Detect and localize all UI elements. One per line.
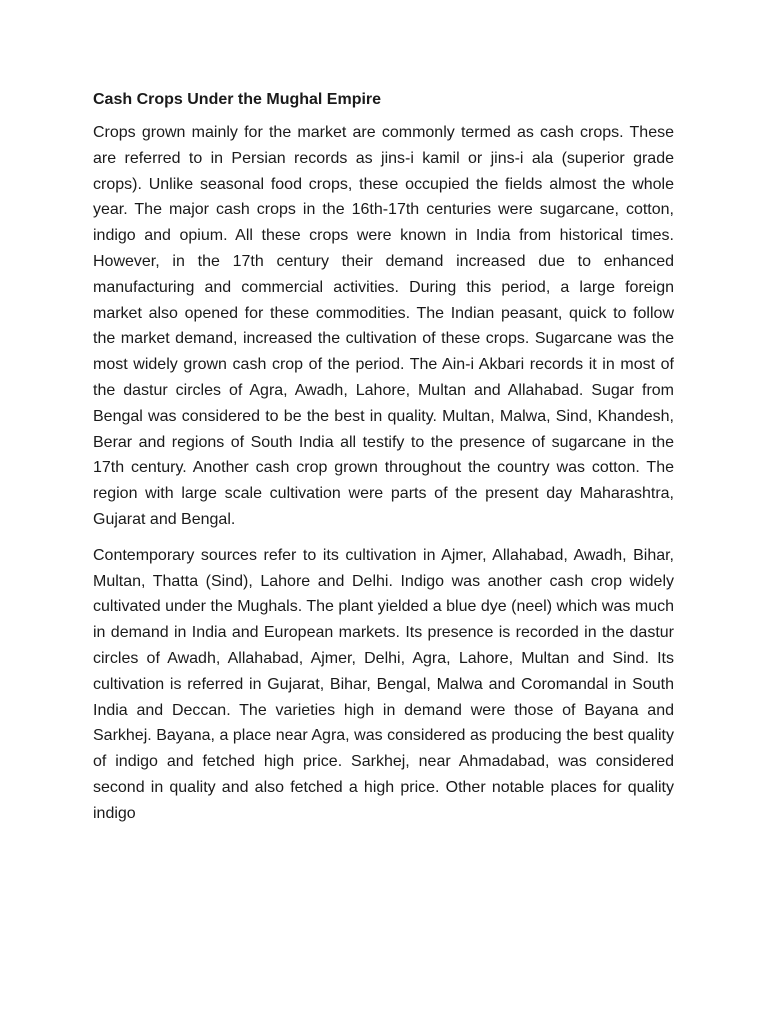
document-page [93,88,674,837]
paragraph-2: Contemporary sources refer to its cultivation in Ajmer, Allahabad, Awadh, Bihar, Multan, Thatta (Sind), Lahore and Delhi. Indigo was another cash crop widely cultivated under the Mughals. The plant yielded a blue dye (neel) which was much in demand in India and European markets. Its presence is recorded in the dastur circles of Awadh, Allahabad, Ajmer, Delhi, Agra, Lahore, Multan and Sind. Its cultivation is referred in Gujarat, Bihar, Bengal, Malwa and Coromandal in South India and Deccan. The varieties high in demand were those of Bayana and Sarkhej. Bayana, a place near Agra, was considered as producing the best quality of indigo and fetched high price. Sarkhej, near Ahmadabad, was considered second in quality and also fetched a high price. Other notable places for quality indigo [93,546,674,822]
document-title: Cash Crops Under the Mughal Empire [93,91,382,108]
paragraph-1: Crops grown mainly for the market are commonly termed as cash crops. These are referred to in Persian records as jins-i kamil or jins-i ala (superior grade crops). Unlike seasonal food crops, these occupied the fields almost the whole year. The major cash crops in the 16th-17th centuries were sugarcane, cotton, indigo and opium. All these crops were known in India from historical times. However, in the 17th century their demand increased due to enhanced manufacturing and commercial activities. During this period, a large foreign market also opened for these commodities. The Indian peasant, quick to follow the market demand, increased the cultivation of these crops. Sugarcane was the most widely grown cash crop of the period. The Ain-i Akbari records it in most of the dastur circles of Agra, Awadh, Lahore, Multan and Allahabad. Sugar from Bengal was considered to be the best in quality. Multan, Malwa, Sind, Khandesh, Berar and regions of South India all testify to the presence of sugarcane in the 17th century. Another cash crop grown throughout the country was cotton. The region with large scale cultivation were parts of the present day Maharashtra, Gujarat and Bengal. [93,124,674,528]
